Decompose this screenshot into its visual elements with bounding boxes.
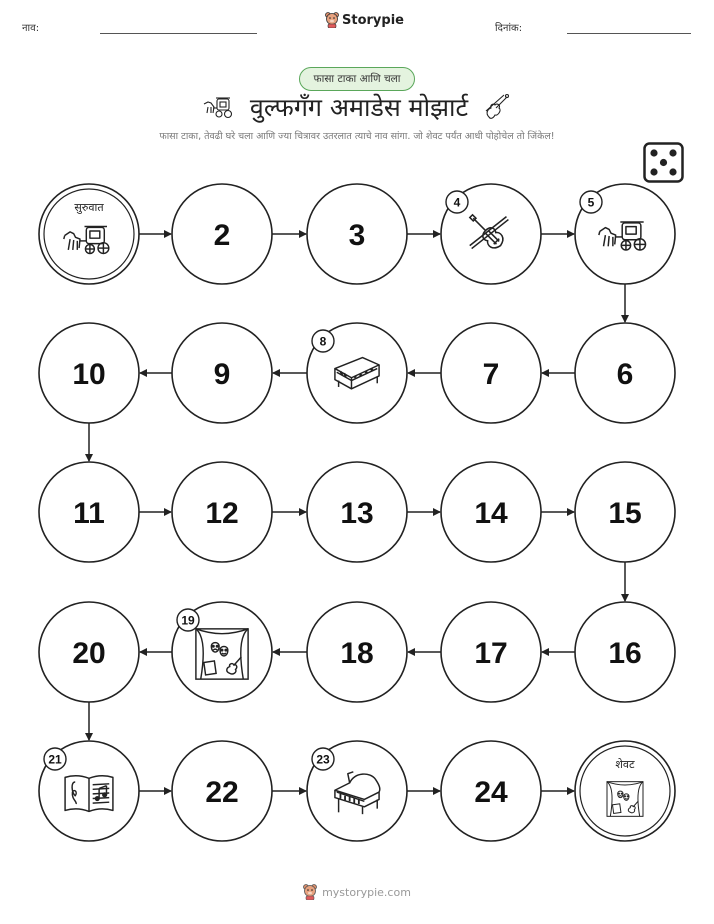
board-space[interactable] [39,323,139,423]
start-label: सुरुवात [74,201,104,214]
space-number: 22 [205,776,239,809]
space-number: 14 [474,497,508,530]
board-space[interactable] [307,184,407,284]
space-badge-number: 23 [316,752,330,767]
board-space[interactable] [441,184,541,284]
board-space[interactable] [172,462,272,562]
page-title: वुल्फगँग अमाडेस मोझार्ट [249,93,469,122]
board-space[interactable] [575,462,675,562]
start-space[interactable] [39,184,139,284]
board-space[interactable] [307,323,407,423]
space-number: 18 [340,637,374,670]
space-badge-number: 8 [319,334,327,349]
mode-pill: फासा टाका आणि चला [299,67,415,91]
board-space[interactable] [441,602,541,702]
space-number: 6 [616,358,634,391]
board-space[interactable] [39,741,139,841]
space-number: 10 [72,358,106,391]
board-space[interactable] [39,462,139,562]
board-space[interactable] [307,741,407,841]
board-space[interactable] [307,462,407,562]
instructions: फासा टाका, तेवढी घरे चला आणि ज्या चित्रावर उतरलात त्याचे नाव सांगा. जो शेवट पर्यंत आधी पोहोचेल तो जिंकेल! [159,131,555,142]
board-space[interactable] [575,184,675,284]
board-space[interactable] [441,462,541,562]
space-number: 2 [213,219,231,252]
finish-label: शेवट [615,758,635,771]
space-number: 20 [72,637,106,670]
space-badge-number: 4 [453,195,461,210]
name-label: नाव: [22,23,40,34]
space-number: 12 [205,497,239,530]
bear-icon [303,884,317,900]
board-space[interactable] [575,323,675,423]
footer [0,884,714,900]
space-number: 13 [340,497,374,530]
board-space[interactable] [172,602,272,702]
board-space[interactable] [307,602,407,702]
space-number: 9 [213,358,231,391]
space-number: 24 [474,776,508,809]
space-number: 7 [482,358,500,391]
space-badge-number: 21 [48,752,62,767]
space-badge-number: 19 [181,613,195,628]
board-space[interactable] [172,323,272,423]
board-space[interactable] [172,184,272,284]
board-space[interactable] [39,602,139,702]
board-cells [39,184,675,841]
board-space[interactable] [575,602,675,702]
space-number: 11 [73,497,105,530]
finish-space[interactable] [575,741,675,841]
date-label: दिनांक: [495,23,523,34]
board-space[interactable] [172,741,272,841]
space-number: 16 [608,637,642,670]
space-number: 3 [348,219,366,252]
space-number: 15 [608,497,642,530]
space-badge-number: 5 [587,195,595,210]
board-space[interactable] [441,323,541,423]
brand-name: Storypie [342,12,404,28]
board-space[interactable] [441,741,541,841]
footer-url: mystorypie.com [322,885,411,899]
space-number: 17 [474,637,508,670]
